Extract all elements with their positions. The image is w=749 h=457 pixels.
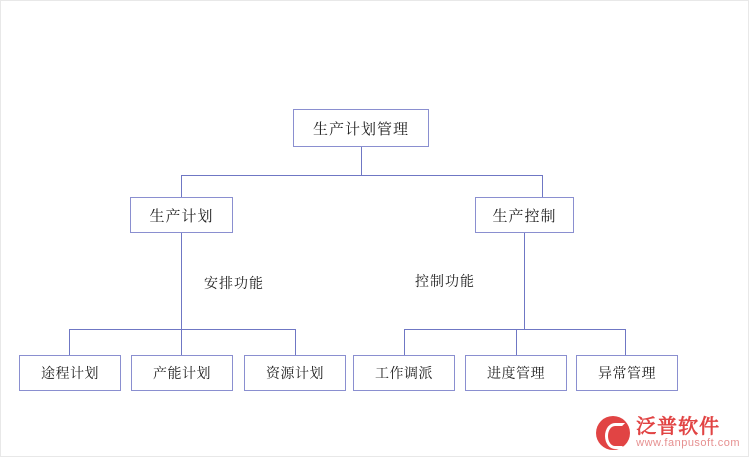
edge-drop-leaf-2 (181, 329, 182, 355)
node-branch-right-label: 生产控制 (492, 207, 557, 225)
node-root (293, 109, 429, 147)
edge-root-bus (181, 175, 542, 176)
connector-label-left: 安排功能 (204, 275, 264, 291)
node-leaf-2 (131, 355, 233, 391)
node-branch-right (475, 197, 574, 233)
node-leaf-4 (353, 355, 455, 391)
edge-drop-branch-right (542, 175, 543, 197)
node-branch-left-label: 生产计划 (149, 207, 214, 225)
node-root-label: 生产计划管理 (312, 120, 409, 138)
node-leaf-5 (465, 355, 567, 391)
edge-drop-leaf-4 (404, 329, 405, 355)
edge-drop-leaf-6 (625, 329, 626, 355)
edge-bus-left (69, 329, 295, 330)
watermark-title: 泛普软件 (636, 415, 721, 438)
node-leaf-2-label: 产能计划 (153, 365, 211, 381)
edge-drop-leaf-1 (69, 329, 70, 355)
node-branch-left (130, 197, 233, 233)
node-leaf-6-label: 异常管理 (598, 365, 656, 381)
node-leaf-3 (244, 355, 346, 391)
edge-root-stem (361, 147, 362, 175)
edge-drop-branch-left (181, 175, 182, 197)
node-leaf-3-label: 资源计划 (266, 365, 324, 381)
watermark-text (636, 417, 740, 450)
node-leaf-1-label: 途程计划 (41, 365, 99, 381)
edge-bus-right (404, 329, 625, 330)
connector-label-right: 控制功能 (415, 273, 475, 289)
edge-stem-left (181, 233, 182, 329)
node-leaf-4-label: 工作调派 (375, 365, 433, 381)
node-leaf-6 (576, 355, 678, 391)
node-leaf-5-label: 进度管理 (487, 365, 545, 381)
edge-drop-leaf-3 (295, 329, 296, 355)
edge-drop-leaf-5 (516, 329, 517, 355)
node-leaf-1 (19, 355, 121, 391)
edge-stem-right (524, 233, 525, 329)
watermark (596, 416, 740, 450)
watermark-url: www.fanpusoft.com (636, 436, 740, 449)
brand-logo-icon (596, 416, 630, 450)
